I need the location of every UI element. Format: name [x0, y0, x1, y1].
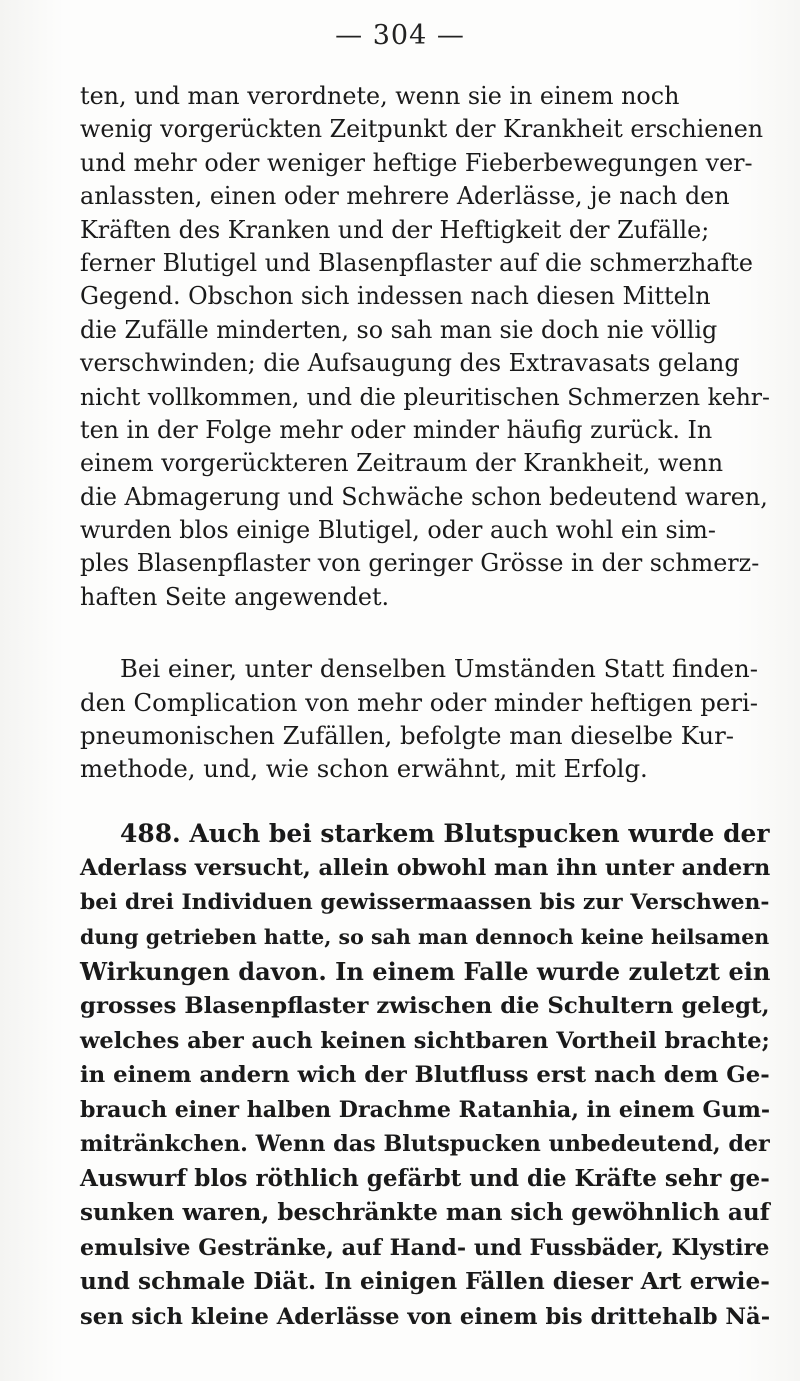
text-line: sen sich kleine Aderlässe von einem bis drittehalb Nä-	[80, 1303, 771, 1330]
text-line: Auswurf blos röthlich gefärbt und die Kräfte sehr ge-	[80, 1164, 770, 1192]
text-line: anlassten, einen oder mehrere Aderlässe, je nach den	[80, 182, 730, 211]
body-text	[80, 80, 770, 1334]
text-line: grosses Blasenpflaster zwischen die Schultern gelegt,	[80, 993, 770, 1020]
text-line: in einem andern wich der Blutfluss erst nach dem Ge-	[80, 1062, 770, 1089]
text-line: bei drei Individuen gewissermaassen bis zur Verschwen-	[80, 889, 770, 915]
text-line: Kräften des Kranken und der Heftigkeit der Zufälle;	[80, 215, 710, 244]
text-line: Wirkungen davon. In einem Falle wurde zuletzt ein	[80, 956, 771, 986]
paragraph	[80, 817, 770, 1335]
page-number-header: — 304 —	[335, 20, 465, 51]
text-line: methode, und, wie schon erwähnt, mit Erfolg.	[80, 754, 648, 784]
paragraph	[80, 652, 770, 786]
text-line: Bei einer, unter denselben Umständen Statt finden-	[120, 654, 759, 684]
text-line: ten, und man verordnete, wenn sie in einem noch	[80, 82, 680, 110]
text-line: und mehr oder weniger heftige Fieberbewegungen ver-	[80, 148, 753, 177]
text-line: sunken waren, beschränkte man sich gewöhnlich auf	[80, 1199, 770, 1227]
text-line: ferner Blutigel und Blasenpflaster auf die schmerzhafte	[80, 248, 753, 277]
text-line: verschwinden; die Aufsaugung des Extravasats gelang	[80, 349, 740, 378]
text-line: 488. Auch bei starkem Blutspucken wurde der	[120, 818, 770, 848]
text-line: ples Blasenpflaster von geringer Grösse in der schmerz-	[80, 549, 760, 578]
text-line: dung getrieben hatte, so sah man dennoch keine heilsamen	[80, 925, 770, 950]
text-line: nicht vollkommen, und die pleuritischen Schmerzen kehr-	[80, 382, 770, 411]
text-line: emulsive Gestränke, auf Hand- und Fussbäder, Klystire	[80, 1234, 770, 1261]
text-line: pneumonischen Zufällen, befolgte man dieselbe Kur-	[80, 721, 735, 751]
text-line: die Abmagerung und Schwäche schon bedeutend waren,	[80, 482, 768, 511]
text-line: welches aber auch keinen sichtbaren Vortheil brachte;	[80, 1027, 770, 1054]
text-line: brauch einer halben Drachme Ratanhia, in einem Gum-	[80, 1096, 771, 1123]
text-line: haften Seite angewendet.	[80, 582, 390, 611]
text-line: und schmale Diät. In einigen Fällen dieser Art erwie-	[80, 1268, 770, 1296]
text-line: die Zufälle minderten, so sah man sie doch nie völlig	[80, 315, 718, 344]
text-line: Gegend. Obschon sich indessen nach diesen Mitteln	[80, 282, 711, 311]
text-line: einem vorgerückteren Zeitraum der Krankheit, wenn	[80, 449, 724, 478]
paragraph	[80, 80, 770, 614]
text-line: Aderlass versucht, allein obwohl man ihn unter andern	[80, 855, 771, 882]
text-line: ten in der Folge mehr oder minder häufig zurück. In	[80, 415, 713, 444]
text-line: wenig vorgerückten Zeitpunkt der Krankheit erschienen	[80, 115, 764, 144]
text-line: wurden blos einige Blutigel, oder auch wohl ein sim-	[80, 516, 716, 545]
text-line: mitränkchen. Wenn das Blutspucken unbedeutend, der	[80, 1131, 770, 1158]
text-line: den Complication von mehr oder minder heftigen peri-	[80, 687, 759, 717]
